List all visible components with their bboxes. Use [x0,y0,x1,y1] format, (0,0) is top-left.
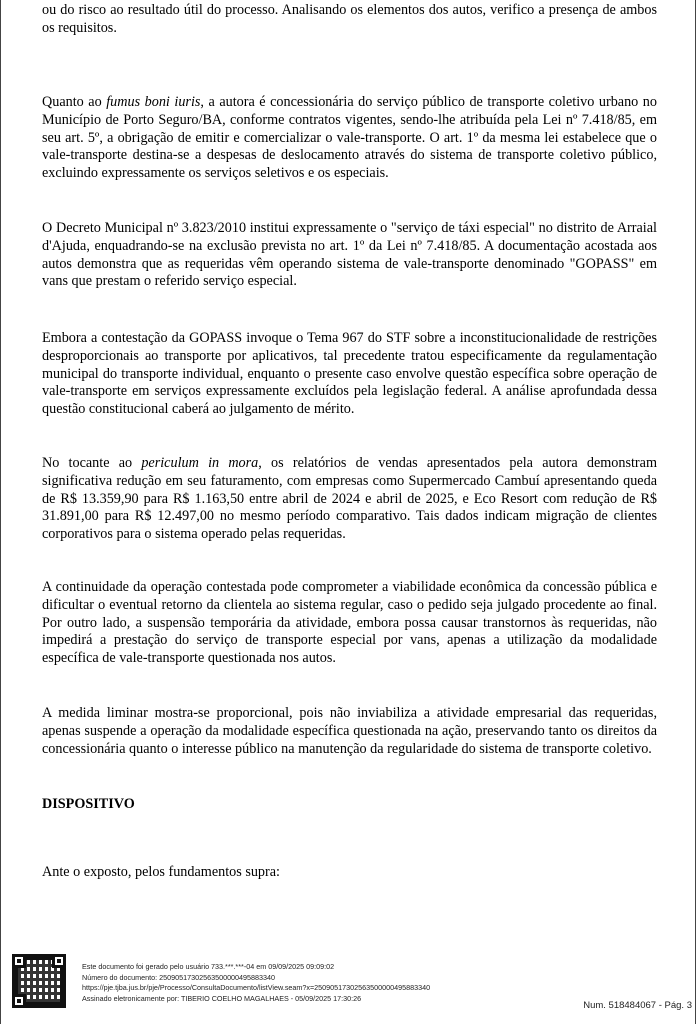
document-number-line: Número do documento: 25090517302563500000495883340 [82,972,276,982]
paragraph-2-lead: Quanto ao [42,94,107,110]
document-url-link[interactable]: https://pje.tjba.jus.br/pje/Processo/ConsultaDocumento/listView.seam?x=25090517302563500000495883340 [82,983,431,993]
paragraph-ante-o-exposto: Ante o exposto, pelos fundamentos supra: [42,864,280,880]
qr-code-icon[interactable] [12,954,66,1008]
page-number: Num. 518484067 - Pág. 3 [583,1000,692,1011]
paragraph-decreto: O Decreto Municipal nº 3.823/2010 institui expressamente o "serviço de táxi especial" no distrito de Arraial d'Ajuda, enquadrando-se na exclusão prevista no art. 1º da Lei nº 7.418/85. A documentação acostada aos autos demonstra que as requeridas vêm operando sistema de vale-transporte denominado "GOPASS" em vans que prestam o referido serviço especial. [42,220,657,290]
paragraph-medida-liminar: A medida liminar mostra-se proporcional, pois não inviabiliza a atividade empresarial das requeridas, apenas suspende a operação da modalidade específica questionada na ação, preservando tanto os direitos da concessionária quanto o interesse público na manutenção da regularidade do sistema de transporte coletivo. [42,705,657,757]
paragraph-tema-967: Embora a contestação da GOPASS invoque o Tema 967 do STF sobre a inconstitucionalidade de restrições desproporcionais ao transporte por aplicativos, tal precedente tratou especificamente da regulamentação municipal do transporte individual, enquanto o presente caso envolve questão específica sobre operação de vale-transporte em serviços expressamente excluídos pela legislação federal. A análise aprofundada dessa questão constitucional caberá ao julgamento de mérito. [42,330,657,418]
fumus-boni-iuris-term: fumus boni iuris [106,94,201,110]
qr-finder-top-right [52,954,66,968]
periculum-in-mora-term: periculum in mora [141,455,259,471]
generated-by-line: Este documento foi gerado pelo usuário 733.***.***-04 em 09/09/2025 09:09:02 [82,962,335,971]
signature-metadata [82,962,430,1004]
paragraph-1: ou do risco ao resultado útil do processo. Analisando os elementos dos autos, verifico a presença de ambos os requisitos. [42,2,657,36]
paragraph-continuidade: A continuidade da operação contestada pode comprometer a viabilidade econômica da concessão pública e dificultar o eventual retorno da clientela ao sistema regular, caso o pedido seja julgado procedente ao final. Por outro lado, a suspensão temporária da atividade, embora possa causar transtornos às requeridas, não impedirá a prestação do serviço de transporte especial por vans, apenas a utilização da modalidade específica de vale-transporte questionada nos autos. [42,579,657,667]
paragraph-5-lead: No tocante ao [42,455,142,471]
document-footer [0,950,698,1024]
qr-finder-top-left [12,954,26,968]
paragraph-periculum-in-mora [42,455,657,544]
paragraph-2-text: , a autora é concessionária do serviço público de transporte coletivo urbano no Município de Porto Seguro/BA, conforme contratos vigentes, sendo-lhe atribuída pela Lei nº 7.418/85, em seu art. 5º, a obrigação de emitir e comercializar o vale-transporte. O art. 1º da mesma lei estabelece que o vale-transporte destina-se a despesas de deslocamento através do sistema de transporte coletivo público, excluindo expressamente os serviços seletivos e os especiais. [42,94,657,182]
electronic-signature-line: Assinado eletronicamente por: TIBERIO COELHO MAGALHAES - 05/09/2025 17:30:26 [82,993,362,1003]
paragraph-fumus-boni-iuris [42,94,657,183]
paragraph-5-text: , os relatórios de vendas apresentados pela autora demonstram significativa redução em seu faturamento, com empresas como Supermercado Cambuí apresentando queda de R$ 13.359,90 para R$ 1.163,50 entre abril de 2024 e abril de 2025, e Eco Resort com redução de R$ 31.891,00 para R$ 12.497,00 no mesmo período comparativo. Tais dados indicam migração de clientes corporativos para o sistema operado pelas requeridas. [42,455,657,543]
section-heading-dispositivo: DISPOSITIVO [42,796,135,812]
qr-finder-bottom-left [12,994,26,1008]
